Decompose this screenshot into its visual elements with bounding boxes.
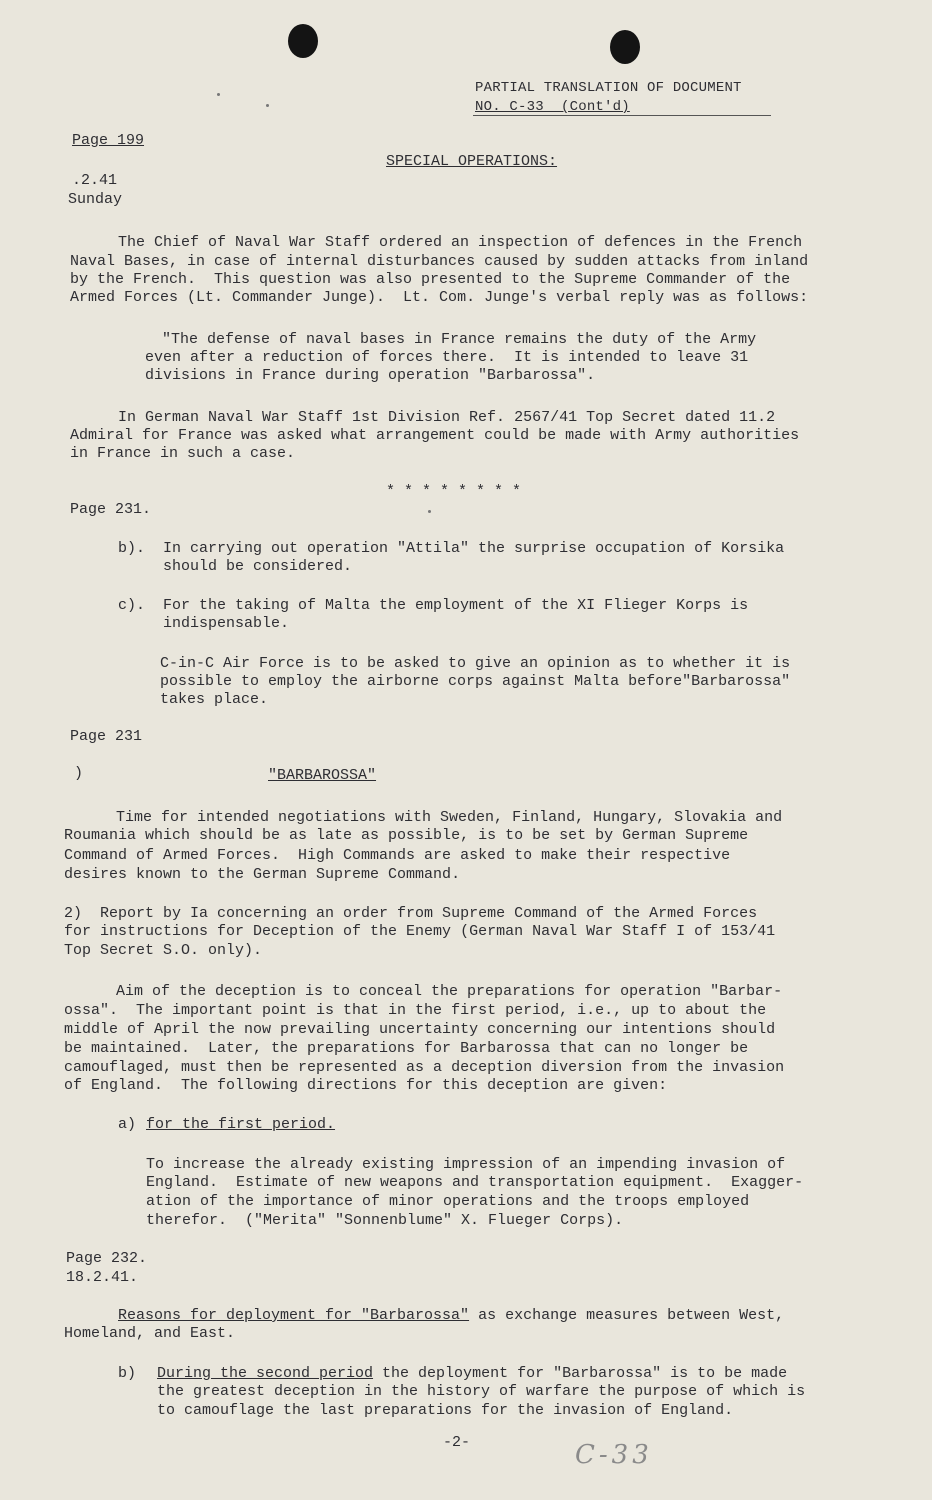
entry-day: Sunday: [68, 191, 123, 208]
para-ref-2567-l1: In German Naval War Staff 1st Division Ref. 2567/41 Top Secret dated 11.2: [118, 409, 776, 426]
para-deception-l3: middle of April the now prevailing uncertainty concerning our intentions should: [64, 1021, 776, 1038]
punch-hole-right: [610, 30, 640, 64]
item-c-airforce-l3: takes place.: [160, 691, 269, 708]
item-a-body-l4: therefor. ("Merita" "Sonnenblume" X. Flueger Corps).: [146, 1212, 624, 1229]
paper-speck: [266, 104, 269, 107]
para-negotiations-l3: Command of Armed Forces. High Commands are asked to make their respective: [64, 847, 731, 864]
item-b-attila-l2: should be considered.: [163, 558, 353, 575]
paper-speck: [217, 93, 220, 96]
para-ref-2567-l2: Admiral for France was asked what arrangement could be made with Army authorities: [70, 427, 800, 444]
paper-speck: [428, 510, 431, 513]
item-c-airforce-l1: C-in-C Air Force is to be asked to give an opinion as to whether it is: [160, 655, 791, 672]
page-number: -2-: [443, 1434, 471, 1451]
item-c-malta-l1: For the taking of Malta the employment of the XI Flieger Korps is: [163, 597, 749, 614]
para-naval-bases-l2: Naval Bases, in case of internal disturbances caused by sudden attacks from inland: [70, 253, 809, 270]
item-a-label: a): [118, 1116, 137, 1133]
page-232-date: 18.2.41.: [66, 1269, 139, 1286]
item-c-airforce-l2: possible to employ the airborne corps against Malta before"Barbarossa": [160, 673, 791, 690]
barbarossa-heading: "BARBAROSSA": [268, 767, 377, 784]
para-naval-bases-l4: Armed Forces (Lt. Commander Junge). Lt. Com. Junge's verbal reply was as follows:: [70, 289, 809, 306]
quote-junge-l1: "The defense of naval bases in France remains the duty of the Army: [162, 331, 757, 348]
para-negotiations-l2: Roumania which should be as late as possible, is to be set by German Supreme: [64, 827, 749, 844]
header-rule: [473, 115, 771, 116]
document-number: NO. C-33 (Cont'd): [475, 99, 630, 115]
reasons-rest: as exchange measures between West,: [469, 1307, 785, 1324]
item-b-label: b).: [118, 540, 146, 557]
page-ref-199: Page 199: [72, 132, 145, 149]
para-deception-l4: be maintained. Later, the preparations for Barbarossa that can no longer be: [64, 1040, 749, 1057]
para-deception-l6: of England. The following directions for this deception are given:: [64, 1077, 668, 1094]
punch-hole-left: [288, 24, 318, 58]
para-ref-2567-l3: in France in such a case.: [70, 445, 296, 462]
item-a-title: for the first period.: [146, 1116, 336, 1133]
handwritten-annotation: C-33: [575, 1440, 653, 1470]
page-ref-231-b: Page 231: [70, 728, 143, 745]
page-ref-232: Page 232.: [66, 1250, 148, 1267]
para-deception-l1: Aim of the deception is to conceal the preparations for operation "Barbar-: [116, 983, 783, 1000]
para-report-ia-l3: Top Secret S.O. only).: [64, 942, 263, 959]
item-c-malta-l2: indispensable.: [163, 615, 290, 632]
para-deception-l2: ossa". The important point is that in the first period, i.e., up to about the: [64, 1002, 767, 1019]
reasons-line-2: Homeland, and East.: [64, 1325, 236, 1342]
item-a-body-l1: To increase the already existing impression of an impending invasion of: [146, 1156, 786, 1173]
para-naval-bases-l1: The Chief of Naval War Staff ordered an inspection of defences in the French: [118, 234, 803, 251]
para-report-ia-l2: for instructions for Deception of the Enemy (German Naval War Staff I of 153/41: [64, 923, 776, 940]
para-deception-l5: camouflaged, must then be represented as a deception diversion from the invasion: [64, 1059, 785, 1076]
item-b2-label: b): [118, 1365, 137, 1382]
reasons-line-1: [118, 1306, 784, 1325]
item-marker: ): [74, 765, 84, 782]
item-b2-line-2: the greatest deception in the history of warfare the purpose of which is: [157, 1383, 806, 1400]
reasons-title: Reasons for deployment for "Barbarossa": [118, 1307, 470, 1324]
page-ref-231-a: Page 231.: [70, 501, 152, 518]
item-b2-title: During the second period: [157, 1365, 374, 1382]
item-a-body-l3: ation of the importance of minor operations and the troops employed: [146, 1193, 750, 1210]
item-b2-line-1: [157, 1364, 787, 1383]
quote-junge-l2: even after a reduction of forces there. It is intended to leave 31: [145, 349, 749, 366]
item-b-attila-l1: In carrying out operation "Attila" the surprise occupation of Korsika: [163, 540, 785, 557]
para-report-ia-l1: 2) Report by Ia concerning an order from Supreme Command of the Armed Forces: [64, 905, 758, 922]
entry-date: .2.41: [72, 172, 118, 189]
item-b2-first-rest: the deployment for "Barbarossa" is to be made: [373, 1365, 788, 1382]
special-operations-heading: SPECIAL OPERATIONS:: [386, 153, 558, 170]
section-separator-stars: * * * * * * * *: [386, 483, 522, 500]
item-c-label: c).: [118, 597, 146, 614]
para-negotiations-l4: desires known to the German Supreme Command.: [64, 866, 461, 883]
para-negotiations-l1: Time for intended negotiations with Sweden, Finland, Hungary, Slovakia and: [116, 809, 783, 826]
item-a-body-l2: England. Estimate of new weapons and transportation equipment. Exagger-: [146, 1174, 804, 1191]
quote-junge-l3: divisions in France during operation "Barbarossa".: [145, 367, 596, 384]
document-title: PARTIAL TRANSLATION OF DOCUMENT: [475, 80, 742, 96]
item-b2-line-3: to camouflage the last preparations for the invasion of England.: [157, 1402, 734, 1419]
para-naval-bases-l3: by the French. This question was also presented to the Supreme Commander of the: [70, 271, 791, 288]
